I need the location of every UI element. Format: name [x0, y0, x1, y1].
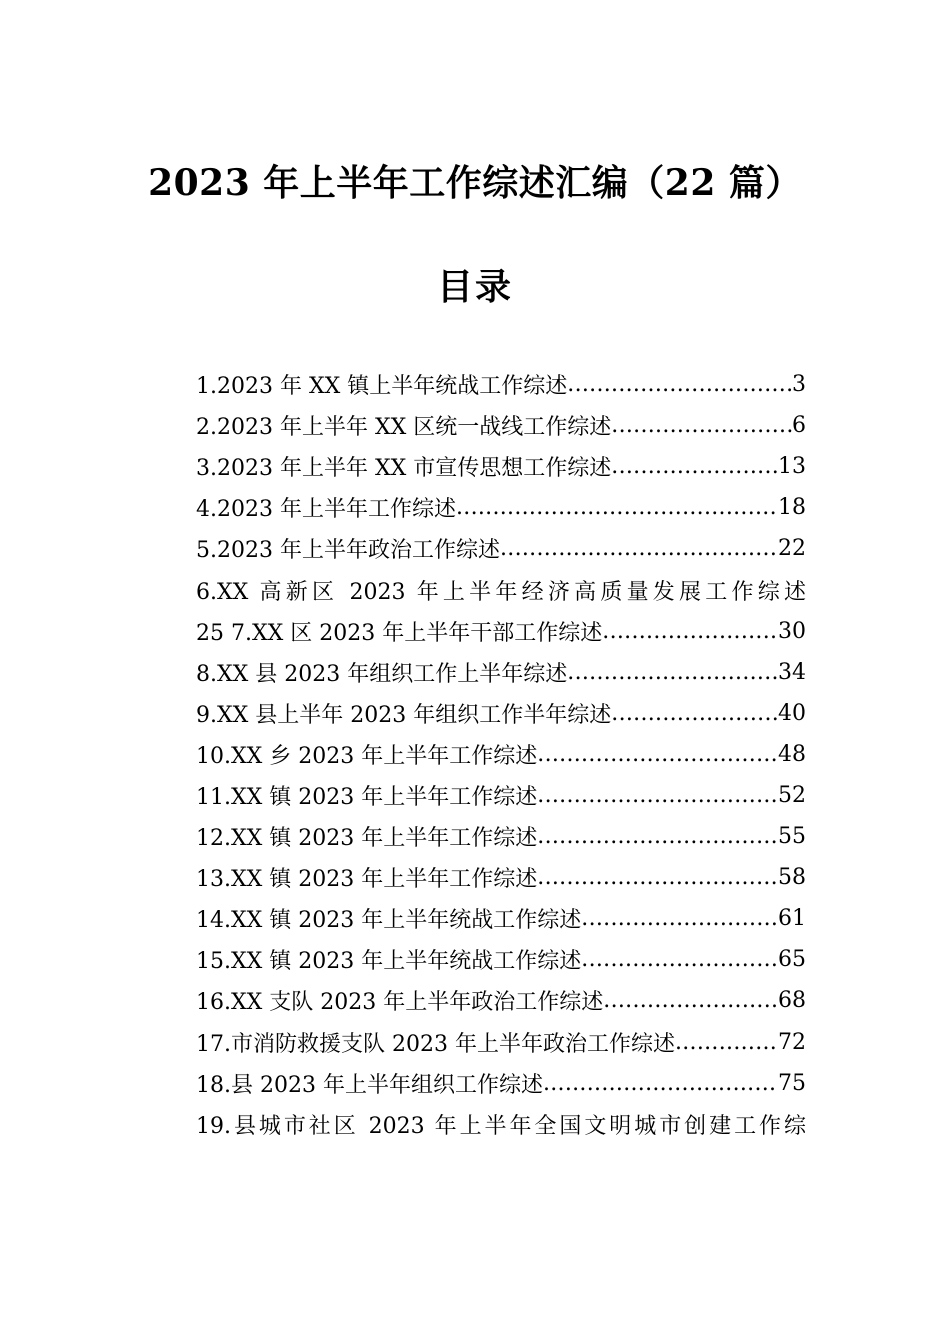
toc-entry-page: 30 — [778, 618, 806, 644]
toc-entry-title: 2.2023 年上半年 XX 区统一战线工作综述 — [196, 415, 612, 441]
toc-dot-leader — [456, 495, 778, 520]
toc-entry[interactable] — [196, 775, 806, 816]
toc-entry[interactable] — [196, 611, 806, 652]
toc-dot-leader — [537, 742, 778, 767]
toc-dot-leader — [567, 660, 778, 685]
toc-entry-title: 13.XX 镇 2023 年上半年工作综述 — [196, 867, 538, 893]
toc-entry-page: 65 — [778, 947, 806, 973]
toc-entry[interactable] — [196, 734, 806, 775]
toc-entry-page: 48 — [778, 741, 806, 767]
toc-dot-leader — [537, 783, 778, 808]
toc-entry[interactable] — [196, 693, 806, 734]
toc-dot-leader — [611, 454, 778, 479]
toc-entry-page: 55 — [778, 824, 806, 850]
toc-entry-page: 18 — [778, 495, 806, 521]
toc-entry[interactable] — [196, 1104, 806, 1145]
toc-dot-leader — [611, 701, 778, 726]
toc-entry-title: 12.XX 镇 2023 年上半年工作综述 — [196, 826, 538, 852]
toc-entry-title: 5.2023 年上半年政治工作综述 — [196, 538, 500, 564]
toc-entry-title: 1.2023 年 XX 镇上半年统战工作综述 — [196, 374, 568, 400]
toc-dot-leader — [675, 1030, 778, 1055]
toc-entry[interactable] — [196, 1022, 806, 1063]
toc-dot-leader — [581, 947, 778, 972]
toc-entry-title: 3.2023 年上半年 XX 市宣传思想工作综述 — [196, 456, 612, 482]
toc-entry-title: 6.XX 高新区 2023 年上半年经济高质量发展工作综述 — [196, 579, 806, 605]
toc-entry-page: 68 — [778, 988, 806, 1014]
toc-dot-leader — [500, 536, 778, 561]
toc-entry-title: 19.县城市社区 2023 年上半年全国文明城市创建工作综 — [196, 1113, 806, 1139]
toc-entry-title: 11.XX 镇 2023 年上半年工作综述 — [196, 784, 538, 810]
toc-entry[interactable] — [196, 652, 806, 693]
toc-entry-page: 22 — [778, 536, 806, 562]
document-title: 2023 年上半年工作综述汇编（22 篇） — [148, 162, 802, 204]
toc-entry-page: 40 — [778, 700, 806, 726]
toc-dot-leader — [567, 372, 792, 397]
toc-entry[interactable] — [196, 364, 806, 405]
toc-entry[interactable] — [196, 980, 806, 1021]
toc-entry[interactable] — [196, 569, 806, 610]
toc-entry-title: 14.XX 镇 2023 年上半年统战工作综述 — [196, 908, 582, 934]
toc-entry-page: 61 — [778, 906, 806, 932]
toc-entry-page: 3 — [792, 372, 806, 398]
toc-dot-leader — [602, 619, 778, 644]
toc-dot-leader — [543, 1071, 778, 1096]
table-of-contents — [196, 364, 806, 1145]
toc-entry-title: 9.XX 县上半年 2023 年组织工作半年综述 — [196, 702, 612, 728]
toc-entry[interactable] — [196, 898, 806, 939]
toc-entry-title: 10.XX 乡 2023 年上半年工作综述 — [196, 743, 538, 769]
toc-entry-page: 13 — [778, 454, 806, 480]
toc-entry-page: 75 — [778, 1070, 806, 1096]
toc-entry[interactable] — [196, 487, 806, 528]
toc-entry[interactable] — [196, 446, 806, 487]
toc-entry[interactable] — [196, 857, 806, 898]
toc-dot-leader — [603, 988, 778, 1013]
toc-dot-leader — [537, 824, 778, 849]
toc-heading: 目录 — [436, 266, 513, 308]
toc-entry-title: 16.XX 支队 2023 年上半年政治工作综述 — [196, 990, 604, 1016]
toc-dot-leader — [537, 865, 778, 890]
toc-dot-leader — [611, 413, 792, 438]
toc-entry-page: 6 — [792, 413, 806, 439]
toc-dot-leader — [581, 906, 778, 931]
toc-entry-page: 72 — [778, 1029, 806, 1055]
toc-entry[interactable] — [196, 939, 806, 980]
toc-entry-title: 4.2023 年上半年工作综述 — [196, 497, 456, 523]
toc-entry[interactable] — [196, 405, 806, 446]
toc-entry-title: 8.XX 县 2023 年组织工作上半年综述 — [196, 661, 568, 687]
toc-entry[interactable] — [196, 1063, 806, 1104]
toc-entry-page: 34 — [778, 659, 806, 685]
toc-entry[interactable] — [196, 528, 806, 569]
toc-entry-title: 17.市消防救援支队 2023 年上半年政治工作综述 — [196, 1031, 675, 1057]
toc-entry-title: 18.县 2023 年上半年组织工作综述 — [196, 1072, 543, 1098]
toc-entry-page: 58 — [778, 865, 806, 891]
toc-entry[interactable] — [196, 816, 806, 857]
toc-entry-title: 25 7.XX 区 2023 年上半年干部工作综述 — [196, 620, 603, 646]
toc-entry-page: 52 — [778, 782, 806, 808]
toc-entry-title: 15.XX 镇 2023 年上半年统战工作综述 — [196, 949, 582, 975]
